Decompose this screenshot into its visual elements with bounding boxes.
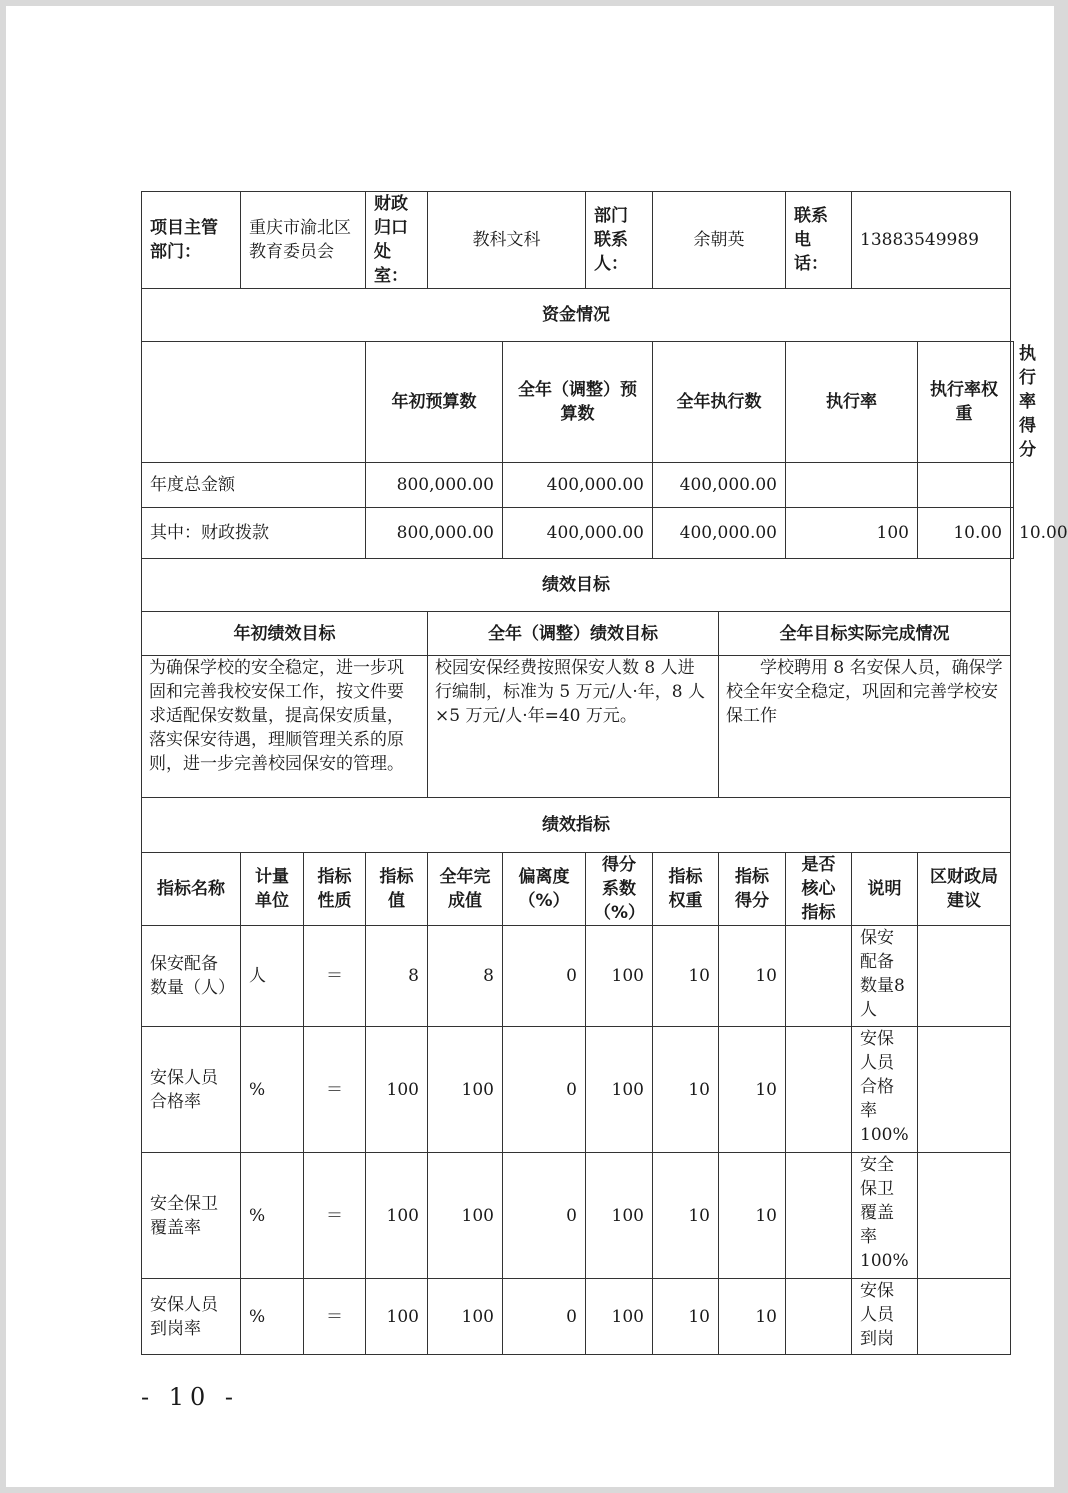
funds-row-label: 年度总金额 [142,463,366,508]
phone-label: 联系电话： [786,192,852,289]
ind-header-weight: 指标权重 [653,853,719,926]
funds-cell [918,463,1011,508]
indicator-row [142,1027,1014,1153]
funds-cell: 800,000.00 [366,508,503,559]
funds-row-fiscal [142,508,1014,559]
funds-cell: 100 [786,508,918,559]
ind-name: 保安配备数量（人） [142,926,241,1027]
ind-core [786,926,852,1027]
ind-note: 保安配备数量8人 [852,926,918,1027]
ind-header-deviation: 偏离度（%） [503,853,586,926]
ind-score: 10 [719,1027,786,1153]
ind-nature: ＝ [304,1027,366,1153]
office-value: 教科文科 [428,192,586,289]
ind-advice [918,926,1011,1027]
ind-score: 10 [719,1153,786,1279]
goals-section-title: 绩效目标 [142,559,1011,612]
contact-label: 部门联系人： [586,192,653,289]
ind-unit: % [241,1153,304,1279]
ind-value: 100 [366,1279,428,1355]
phone-value: 13883549989 [852,192,1011,289]
goals-header-adjusted: 全年（调整）绩效目标 [428,612,719,656]
funds-row-total [142,463,1014,508]
funds-header-initial: 年初预算数 [366,342,503,463]
indicator-row [142,1153,1014,1279]
funds-cell: 400,000.00 [503,508,653,559]
ind-unit: 人 [241,926,304,1027]
ind-deviation: 0 [503,1279,586,1355]
ind-nature: ＝ [304,1153,366,1279]
ind-weight: 10 [653,1279,719,1355]
contact-value: 余朝英 [653,192,786,289]
ind-header-unit: 计量单位 [241,853,304,926]
ind-header-actual: 全年完成值 [428,853,503,926]
funds-cell [786,463,918,508]
indicators-section-title: 绩效指标 [142,798,1011,853]
ind-coef: 100 [586,1027,653,1153]
ind-deviation: 0 [503,1153,586,1279]
funds-cell: 400,000.00 [503,463,653,508]
ind-nature: ＝ [304,926,366,1027]
ind-coef: 100 [586,1153,653,1279]
ind-name: 安保人员合格率 [142,1027,241,1153]
ind-actual: 100 [428,1153,503,1279]
ind-name: 安全保卫覆盖率 [142,1153,241,1279]
ind-value: 8 [366,926,428,1027]
ind-unit: % [241,1279,304,1355]
ind-unit: % [241,1027,304,1153]
funds-header-score: 执行率得分 [1011,342,1014,463]
ind-core [786,1153,852,1279]
document-page [6,6,1068,1487]
funds-header-rate: 执行率 [786,342,918,463]
dept-label: 项目主管部门： [142,192,241,289]
ind-advice [918,1279,1011,1355]
ind-note: 安保人员合格率100% [852,1027,918,1153]
office-label: 财政归口处室： [366,192,428,289]
funds-header-row [142,342,1014,463]
ind-actual: 8 [428,926,503,1027]
ind-value: 100 [366,1027,428,1153]
indicators-header-row [142,853,1014,926]
ind-score: 10 [719,926,786,1027]
header-row [142,192,1014,289]
goal-adjusted-text: 校园安保经费按照保安人数 8 人进行编制，标准为 5 万元/人·年，8 人×5 万元/人·年=40 万元。 [428,656,719,798]
funds-header-adjusted: 全年（调整）预算数 [503,342,653,463]
ind-core [786,1027,852,1153]
funds-header-executed: 全年执行数 [653,342,786,463]
funds-header-blank [142,342,366,463]
ind-weight: 10 [653,926,719,1027]
goals-header-row [142,612,1014,656]
funds-row-label: 其中：财政拨款 [142,508,366,559]
ind-weight: 10 [653,1027,719,1153]
performance-table [141,191,1068,1355]
funds-cell: 400,000.00 [653,508,786,559]
ind-advice [918,1027,1011,1153]
ind-actual: 100 [428,1279,503,1355]
ind-header-core: 是否核心指标 [786,853,852,926]
ind-header-score: 指标得分 [719,853,786,926]
funds-cell: 800,000.00 [366,463,503,508]
ind-core [786,1279,852,1355]
ind-nature: ＝ [304,1279,366,1355]
ind-weight: 10 [653,1153,719,1279]
ind-coef: 100 [586,1279,653,1355]
ind-deviation: 0 [503,1027,586,1153]
ind-coef: 100 [586,926,653,1027]
goal-initial-text: 为确保学校的安全稳定，进一步巩固和完善我校安保工作，按文件要求适配保安数量，提高保安质量，落实保安待遇，理顺管理关系的原则，进一步完善校园保安的管理。 [142,656,428,798]
ind-value: 100 [366,1153,428,1279]
funds-cell: 10.00 [918,508,1011,559]
ind-note: 安保人员到岗 [852,1279,918,1355]
ind-score: 10 [719,1279,786,1355]
indicator-row [142,1279,1014,1355]
indicator-row [142,926,1014,1027]
goals-header-actual: 全年目标实际完成情况 [719,612,1011,656]
ind-name: 安保人员到岗率 [142,1279,241,1355]
page-number: - 10 - [141,1383,240,1411]
ind-note: 安全保卫覆盖率100% [852,1153,918,1279]
ind-header-value: 指标值 [366,853,428,926]
ind-header-coef: 得分系数（%） [586,853,653,926]
ind-header-name: 指标名称 [142,853,241,926]
dept-value: 重庆市渝北区教育委员会 [241,192,366,289]
goals-text-row [142,656,1014,798]
ind-deviation: 0 [503,926,586,1027]
funds-cell: 400,000.00 [653,463,786,508]
ind-actual: 100 [428,1027,503,1153]
goals-header-initial: 年初绩效目标 [142,612,428,656]
ind-advice [918,1153,1011,1279]
funds-cell [1011,463,1014,508]
ind-header-nature: 指标性质 [304,853,366,926]
funds-section-title: 资金情况 [142,289,1011,342]
goal-actual-text: 学校聘用 8 名安保人员，确保学校全年安全稳定，巩固和完善学校安保工作 [719,656,1011,798]
ind-header-note: 说明 [852,853,918,926]
funds-cell: 10.00 [1011,508,1014,559]
ind-header-advice: 区财政局建议 [918,853,1011,926]
funds-header-weight: 执行率权重 [918,342,1011,463]
